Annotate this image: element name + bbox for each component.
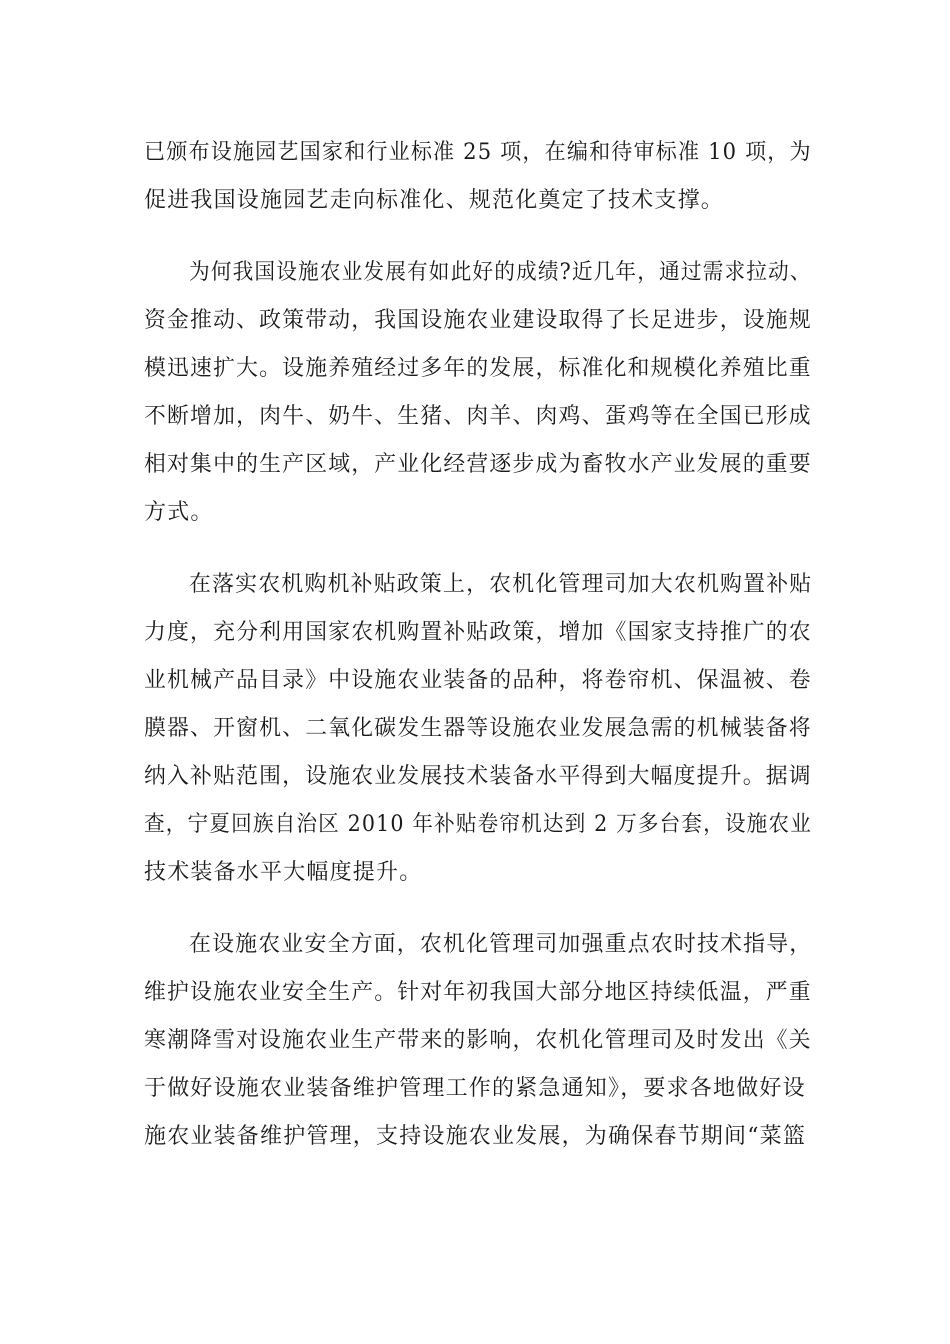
paragraph-4-line-2: 维护设施农业安全生产。针对年初我国大部分地区持续低温，严重 xyxy=(144,980,812,1005)
paragraph-4-line-5: 施农业装备维护管理，支持设施农业发展，为确保春节期间“菜篮 xyxy=(144,1124,807,1149)
paragraph-2-line-1: 为何我国设施农业发展有如此好的成绩?近几年，通过需求拉动、 xyxy=(189,260,812,285)
paragraph-4-line-3: 寒潮降雪对设施农业生产带来的影响，农机化管理司及时发出《关 xyxy=(144,1028,812,1053)
paragraph-3-line-4: 膜器、开窗机、二氧化碳发生器等设施农业发展急需的机械装备将 xyxy=(144,716,812,741)
paragraph-3-line-1: 在落实农机购机补贴政策上，农机化管理司加大农机购置补贴 xyxy=(189,572,813,597)
paragraph-3-line-7: 技术装备水平大幅度提升。 xyxy=(144,860,423,885)
paragraph-3-line-6: 查，宁夏回族自治区 2010 年补贴卷帘机达到 2 万多台套，设施农业 xyxy=(144,812,812,837)
paragraph-1-line-1: 已颁布设施园艺国家和行业标准 25 项，在编和待审标准 10 项，为 xyxy=(144,140,812,165)
paragraph-3-line-5: 纳入补贴范围，设施农业发展技术装备水平得到大幅度提升。据调 xyxy=(144,764,812,789)
paragraph-4-line-1: 在设施农业安全方面，农机化管理司加强重点农时技术指导， xyxy=(189,932,813,957)
paragraph-3-line-2: 力度，充分利用国家农机购置补贴政策，增加《国家支持推广的农 xyxy=(144,620,812,645)
paragraph-2-line-5: 相对集中的生产区域，产业化经营逐步成为畜牧水产业发展的重要 xyxy=(144,452,812,477)
paragraph-1-line-2: 促进我国设施园艺走向标准化、规范化奠定了技术支撑。 xyxy=(144,188,725,213)
paragraph-2-line-6: 方式。 xyxy=(144,500,214,525)
paragraph-2-line-2: 资金推动、政策带动，我国设施农业建设取得了长足进步，设施规 xyxy=(144,308,812,333)
paragraph-2-line-3: 模迅速扩大。设施养殖经过多年的发展，标准化和规模化养殖比重 xyxy=(144,356,812,381)
paragraph-3-line-3: 业机械产品目录》中设施农业装备的品种，将卷帘机、保温被、卷 xyxy=(144,668,812,693)
paragraph-2-line-4: 不断增加，肉牛、奶牛、生猪、肉羊、肉鸡、蛋鸡等在全国已形成 xyxy=(144,404,812,429)
paragraph-4-line-4: 于做好设施农业装备维护管理工作的紧急通知》，要求各地做好设 xyxy=(144,1076,806,1101)
